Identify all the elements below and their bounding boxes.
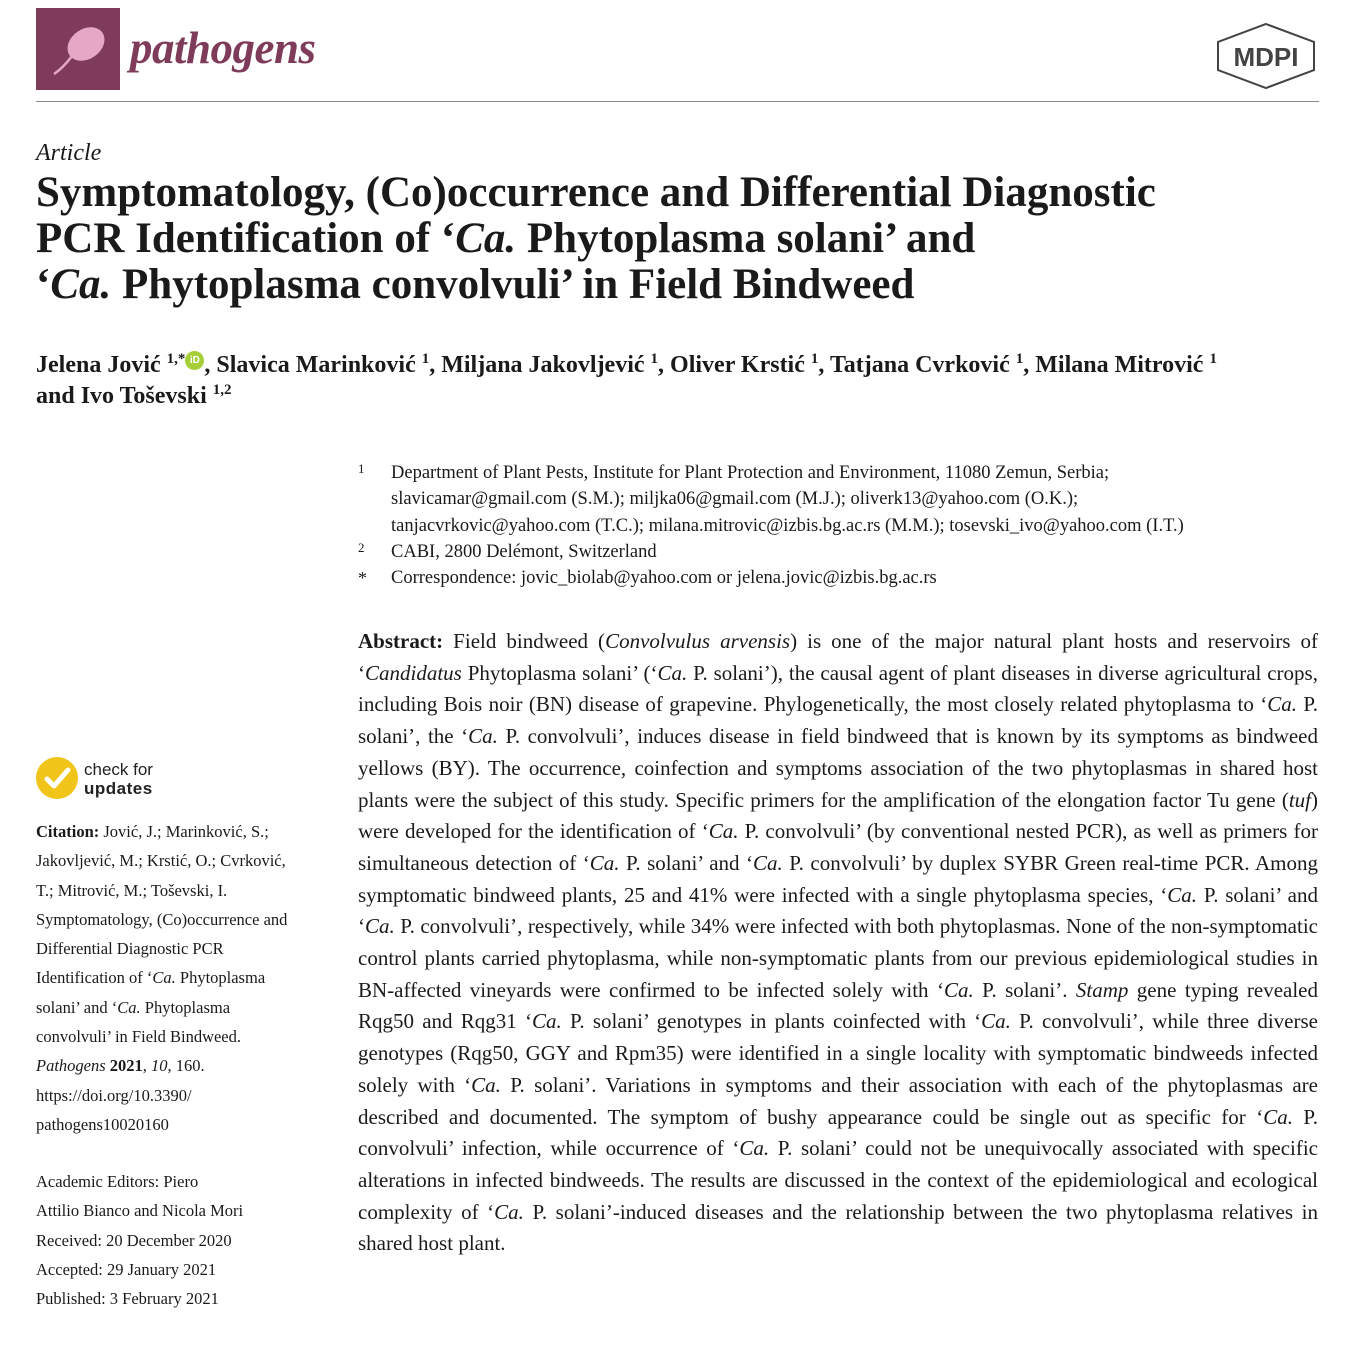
mdpi-hexagon-icon [1214, 22, 1318, 90]
checkmark-icon [36, 757, 78, 799]
correspondence: Correspondence: jovic_biolab@yahoo.com or jelena.jovic@izbis.bg.ac.rs [391, 568, 937, 589]
article-type: Article [36, 140, 102, 166]
affiliations: 1 Department of Plant Pests, Institute for Plant Protection and Environment, 11080 Zemun, Serbia; slavicamar@gmail.com (S.M.); miljka06@gmail.com (M.J.); oliverk13@yahoo.com (O.K.); tanjacvrkovic@yahoo.com (T.C.); milana.mitrovic@izbis.bg.ac.rs (M.M.); tosevski_ivo@yahoo.com (I.T.) 2 CABI, 2800 Delémont, Switzerland * Correspondence: jovic_biolab@yahoo.com or jelena.jovic@izbis.bg.ac.rs [358, 460, 1318, 591]
author-name: and Ivo Toševski [36, 383, 207, 409]
citation: Citation: Jović, J.; Marinković, S.; Jakovljević, M.; Krstić, O.; Cvrković, T.; Mitrović, M.; Toševski, I. Symptomatology, (Co)occurrence and Differential Diagnostic PCR Identification of ‘Ca. Phytoplasma solani’ and ‘Ca. Phytoplasma convolvuli’ in Field Bindweed. Pathogens 2021, 10, 160. https://doi.org/10.3390/ pathogens10020160 [36, 817, 336, 1139]
article-title: Symptomatology, (Co)occurrence and Differential Diagnostic PCR Identification of ‘Ca. Phytoplasma solani’ and ‘Ca. Phytoplasma convolvuli’ in Field Bindweed [36, 169, 1156, 308]
header-rule [36, 101, 1319, 102]
author-name: , Tatjana Cvrković [818, 352, 1010, 378]
author-name: , Milana Mitrović [1023, 352, 1204, 378]
publisher-name: MDPI [1233, 42, 1299, 72]
published-date: Published: 3 February 2021 [36, 1289, 219, 1309]
doi-link-cont[interactable]: pathogens10020160 [36, 1114, 169, 1134]
orcid-icon[interactable]: iD [185, 351, 204, 370]
author-name: , Oliver Krstić [658, 352, 805, 378]
check-for-updates-button[interactable]: check for updates [36, 757, 236, 801]
author-name: Jelena Jović [36, 352, 161, 378]
journal-logo [36, 8, 120, 90]
author-name: , Slavica Marinković [204, 352, 416, 378]
mdpi-logo[interactable] [1214, 22, 1318, 90]
author-list: Jelena Jović $^{1,*}$ iD , Slavica Marinković $^1$, Miljana Jakovljević $^1$, Oliver Krstić $^1$, Tatjana Cvrković $^1$, Milana Mitrović $^1$ and Ivo Toševski $^{1,2}$ [36, 351, 1217, 409]
bacterium-icon [36, 8, 120, 90]
author-name: , Miljana Jakovljević [429, 352, 645, 378]
editorial-info: Academic Editors: Piero Attilio Bianco and Nicola Mori Received: 20 December 2020 Accepted: 29 January 2021 Published: 3 February 2021 [36, 1167, 336, 1313]
journal-name[interactable]: pathogens [130, 23, 316, 73]
abstract: Abstract: Field bindweed (Convolvulus arvensis) is one of the major natural plant hosts and reservoirs of ‘Candidatus Phytoplasma solani’ (‘Ca. P. solani’), the causal agent of plant diseases in diverse agricultural crops, including Bois noir (BN) disease of grapevine. Phylogenetically, the most closely related phytoplasma to ‘Ca. P. solani’, the ‘Ca. P. convolvuli’, induces disease in field bindweed that is known by its symptoms as bindweed yellows (BY). The occurrence, coinfection and symptoms association of the two phytoplasmas in shared host plants were the subject of this study. Specific primers for the amplification of the elongation factor Tu gene (tuf) were developed for the identification of ‘Ca. P. convolvuli’ (by conventional nested PCR), as well as primers for simultaneous detection of ‘Ca. P. solani’ and ‘Ca. P. convolvuli’ by duplex SYBR Green real-time PCR. Among symptomatic bindweed plants, 25 and 41% were infected with a single phytoplasma species, ‘Ca. P. solani’ and ‘Ca. P. convolvuli’, respectively, while 34% were infected with both phytoplasmas. None of the non-symptomatic control plants carried phytoplasma, while non-symptomatic plants from our previous epidemiological studies in BN-affected vineyards were confirmed to be infected solely with ‘Ca. P. solani’. Stamp gene typing revealed Rqg50 and Rqg31 ‘Ca. P. solani’ genotypes in plants coinfected with ‘Ca. P. convolvuli’, while three diverse genotypes (Rqg50, GGY and Rpm35) were identified in a single locality with symptomatic bindweeds infected solely with ‘Ca. P. solani’. Variations in symptoms and their association with each of the phytoplasmas are described and documented. The symptom of bushy appearance could be single out as specific for ‘Ca. P. convolvuli’ infection, while occurrence of ‘Ca. P. solani’ could not be unequivocally associated with specific alterations in infected bindweeds. The results are discussed in the context of the epidemiological and ecological complexity of ‘Ca. P. solani’-induced diseases and the relationship between the two phytoplasma relatives in shared host plant. [358, 629, 1319, 1256]
doi-link[interactable]: https://doi.org/10.3390/ [36, 1085, 192, 1105]
accepted-date: Accepted: 29 January 2021 [36, 1259, 217, 1279]
received-date: Received: 20 December 2020 [36, 1230, 232, 1250]
